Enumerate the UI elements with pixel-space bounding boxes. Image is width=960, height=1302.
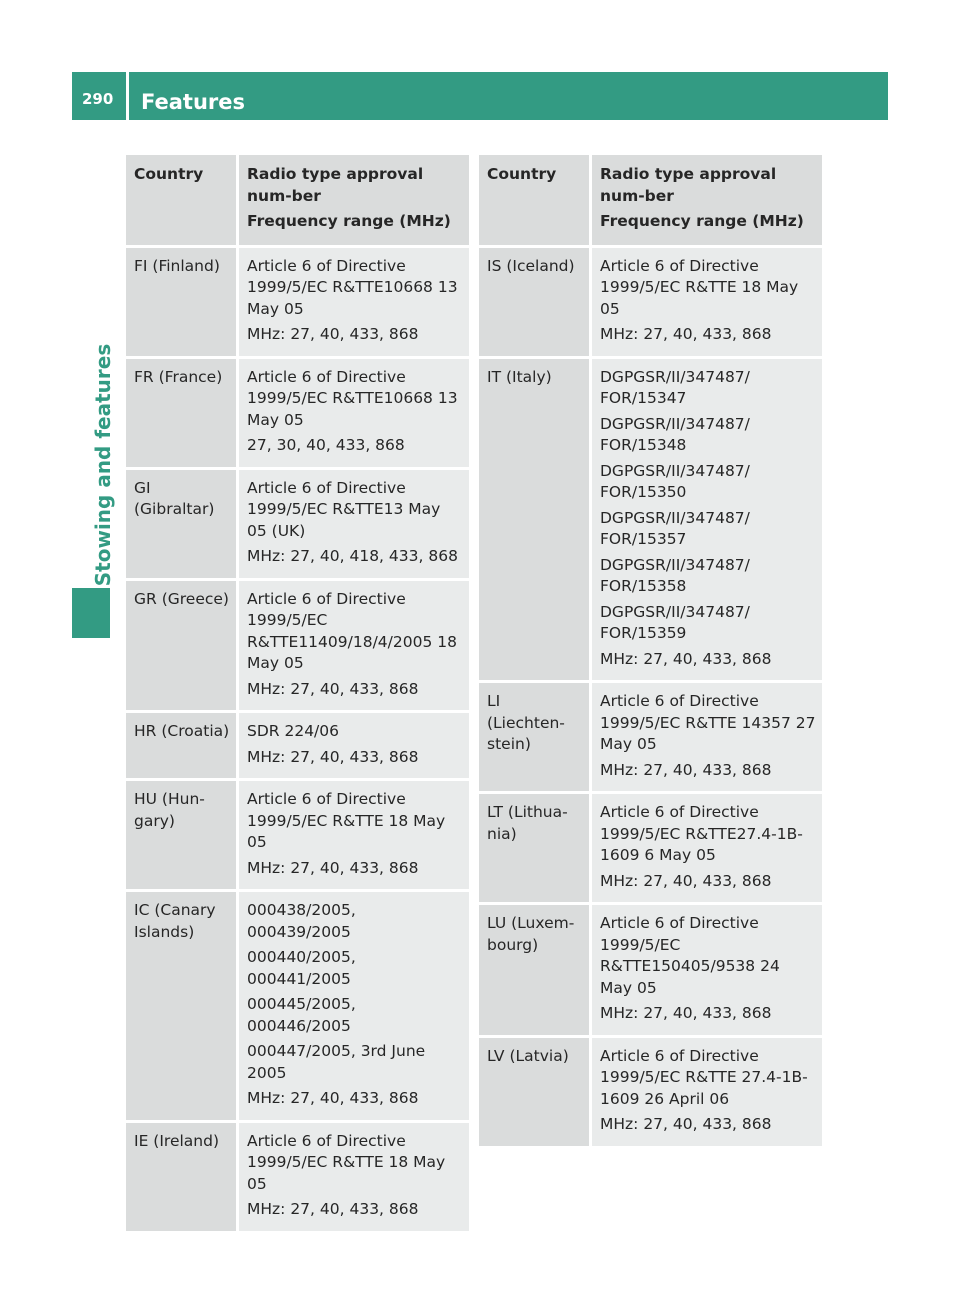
header-country: Country [126, 155, 239, 248]
approval-table-right [479, 155, 822, 1149]
country-cell: IT (Italy) [479, 359, 592, 684]
approval-line: MHz: 27, 40, 433, 868 [247, 325, 419, 343]
country-cell: FI (Finland) [126, 248, 239, 359]
country-cell: HR (Croatia) [126, 713, 239, 781]
country-cell: GR (Greece) [126, 581, 239, 714]
country-cell: LT (Lithua-nia) [479, 794, 592, 905]
header-approval-label: Radio type approval num-ber [247, 165, 424, 205]
approval-line: SDR 224/06 [247, 722, 340, 740]
approval-line: 000440/2005, 000441/2005 [247, 948, 356, 988]
approval-cell [239, 470, 469, 581]
country-cell: FR (France) [126, 359, 239, 470]
table-row [126, 581, 469, 714]
approval-cell [239, 781, 469, 892]
approval-line: 27, 30, 40, 433, 868 [247, 436, 405, 454]
approval-line: Article 6 of Directive 1999/5/EC R&TTE 14357 27 May 05 [600, 692, 816, 753]
table-header-row [126, 155, 469, 248]
approval-line: Article 6 of Directive 1999/5/EC R&TTE11409/18/4/2005 18 May 05 [247, 589, 457, 672]
approval-line: DGPGSR/II/347487/ FOR/15348 [600, 414, 750, 454]
approval-cell [239, 248, 469, 359]
approval-cell [592, 905, 822, 1038]
approval-line: MHz: 27, 40, 418, 433, 868 [247, 547, 458, 565]
approval-line: MHz: 27, 40, 433, 868 [600, 871, 772, 890]
table-row [479, 248, 822, 359]
approval-line: Article 6 of Directive 1999/5/EC R&TTE 18 May 05 [600, 256, 799, 318]
table-row [126, 359, 469, 470]
approval-line: Article 6 of Directive 1999/5/EC R&TTE13 May 05 (UK) [247, 478, 441, 540]
table-row [479, 1038, 822, 1149]
approval-cell [239, 359, 469, 470]
table-row [479, 905, 822, 1038]
approval-cell [239, 1123, 469, 1234]
approval-cell [239, 892, 469, 1123]
approval-line: DGPGSR/II/347487/ FOR/15357 [600, 508, 750, 548]
approval-line: DGPGSR/II/347487/ FOR/15358 [600, 555, 750, 595]
header-country: Country [479, 155, 592, 248]
table-row [479, 359, 822, 684]
approval-line: MHz: 27, 40, 433, 868 [600, 1004, 772, 1022]
country-cell: IC (Canary Islands) [126, 892, 239, 1123]
approval-line: MHz: 27, 40, 433, 868 [247, 1089, 419, 1107]
table-row [126, 248, 469, 359]
country-cell: GI (Gibraltar) [126, 470, 239, 581]
approval-line: 000438/2005, 000439/2005 [247, 901, 356, 941]
country-cell: IS (Iceland) [479, 248, 592, 359]
approval-cell [239, 713, 469, 781]
approval-line: DGPGSR/II/347487/ FOR/15359 [600, 602, 750, 642]
approval-line: MHz: 27, 40, 433, 868 [600, 760, 772, 779]
table-row [479, 794, 822, 905]
country-cell: HU (Hun-gary) [126, 781, 239, 892]
approval-line: Article 6 of Directive 1999/5/EC R&TTE 18 May 05 [247, 1131, 446, 1193]
page-number: 290 [82, 90, 114, 108]
approval-line: MHz: 27, 40, 433, 868 [247, 747, 419, 766]
approval-line: MHz: 27, 40, 433, 868 [247, 858, 419, 877]
approval-line: Article 6 of Directive 1999/5/EC R&TTE150405/9538 24 May 05 [600, 914, 780, 997]
approval-line: MHz: 27, 40, 433, 868 [600, 649, 772, 668]
table-row [126, 713, 469, 781]
approval-line: Article 6 of Directive 1999/5/EC R&TTE27.4-1B-1609 6 May 05 [600, 803, 803, 864]
approval-line: DGPGSR/II/347487/ FOR/15350 [600, 461, 750, 501]
country-cell: LI (Liechten-stein) [479, 683, 592, 794]
country-cell: LV (Latvia) [479, 1038, 592, 1149]
approval-line: Article 6 of Directive 1999/5/EC R&TTE 27.4-1B-1609 26 April 06 [600, 1046, 808, 1108]
header-frequency-label: Frequency range (MHz) [600, 212, 804, 230]
approval-line: MHz: 27, 40, 433, 868 [247, 1200, 419, 1218]
approval-table-left [126, 155, 469, 1234]
table-row [126, 781, 469, 892]
header-approval-label: Radio type approval num-ber [600, 165, 777, 205]
approval-line: MHz: 27, 40, 433, 868 [600, 1115, 772, 1133]
approval-line: Article 6 of Directive 1999/5/EC R&TTE 18 May 05 [247, 790, 446, 851]
approval-line: MHz: 27, 40, 433, 868 [247, 679, 419, 698]
approval-cell [592, 359, 822, 684]
approval-line: 000445/2005, 000446/2005 [247, 995, 356, 1035]
approval-line: DGPGSR/II/347487/ FOR/15347 [600, 367, 750, 407]
approval-line: Article 6 of Directive 1999/5/EC R&TTE10668 13 May 05 [247, 367, 458, 429]
approval-cell [592, 794, 822, 905]
approval-cell [239, 581, 469, 714]
country-cell: LU (Luxem-bourg) [479, 905, 592, 1038]
side-tab-label: Stowing and features [91, 343, 115, 587]
header-approval [592, 155, 822, 248]
approval-cell [592, 248, 822, 359]
header-approval [239, 155, 469, 248]
header-divider [126, 72, 129, 120]
section-title: Features [141, 90, 245, 114]
approval-line: Article 6 of Directive 1999/5/EC R&TTE10668 13 May 05 [247, 256, 458, 318]
table-row [479, 683, 822, 794]
approval-line: MHz: 27, 40, 433, 868 [600, 325, 772, 343]
table-row [126, 470, 469, 581]
approval-line: 000447/2005, 3rd June 2005 [247, 1042, 426, 1082]
approval-cell [592, 683, 822, 794]
table-header-row [479, 155, 822, 248]
side-tab-marker [72, 588, 110, 638]
approval-cell [592, 1038, 822, 1149]
country-cell: IE (Ireland) [126, 1123, 239, 1234]
table-row [126, 1123, 469, 1234]
header-frequency-label: Frequency range (MHz) [247, 212, 451, 230]
table-row [126, 892, 469, 1123]
